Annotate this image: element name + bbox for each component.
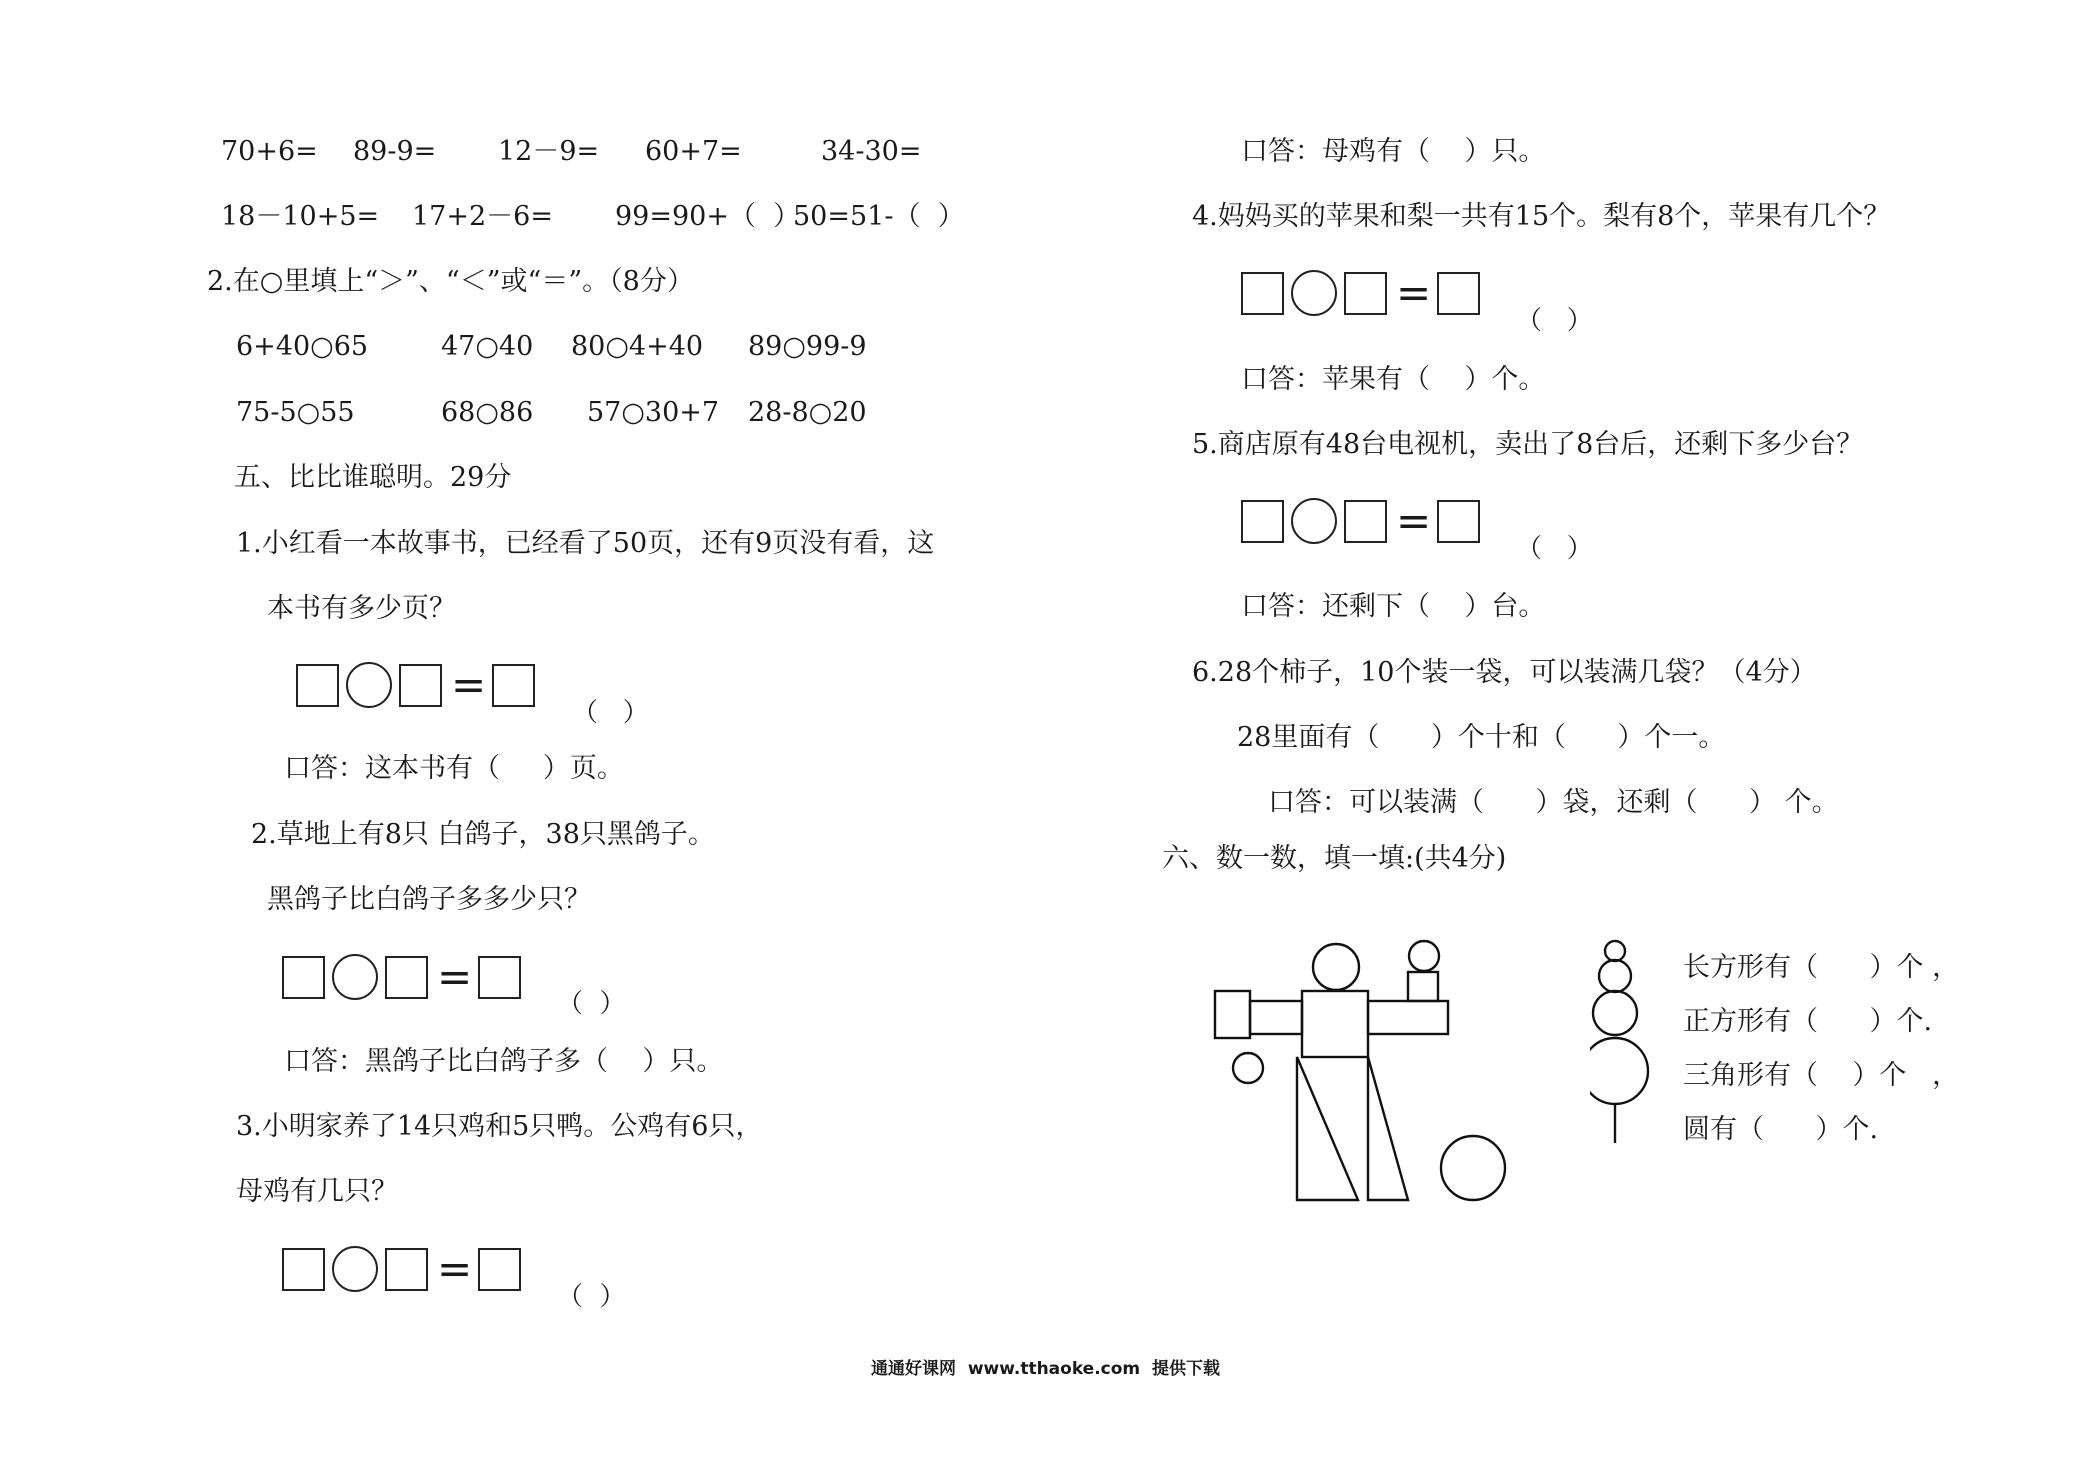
unit-paren[interactable]: （ ） (1516, 306, 1593, 336)
robot-left-leg-triangle (1297, 1057, 1358, 1200)
equation-boxes-3 (282, 1246, 528, 1292)
large-circle (1590, 1038, 1648, 1104)
problem-3-text-cont: 母鸡有几只？ (236, 1176, 398, 1207)
answer-box[interactable] (478, 1248, 521, 1291)
robot-head-circle (1313, 944, 1359, 990)
problem-4-text: 4.妈妈买的苹果和梨一共有15个。梨有8个，苹果有几个？ (1192, 201, 1891, 232)
compare-item: 57○30+7 (587, 397, 720, 428)
answer-box[interactable] (385, 956, 428, 999)
problem-4-answer: 口答：苹果有（ ）个。 (1241, 364, 1546, 395)
compare-item: 75-5○55 (236, 397, 355, 428)
compare-item: 28-8○20 (748, 397, 867, 428)
compare-item: 68○86 (441, 397, 534, 428)
question-2-title: 2.在○里填上“＞”、“＜”或“＝”。（8分） (207, 266, 694, 297)
problem-6-text: 6.28个柿子，10个装一袋，可以装满几袋？（4分） (1192, 657, 1817, 688)
unit-paren[interactable]: （ ） (572, 698, 649, 728)
robot-left-arm-rectangle (1250, 1001, 1302, 1034)
answer-box[interactable] (492, 664, 535, 707)
ground-ball-circle (1441, 1136, 1505, 1200)
unit-paren[interactable]: （ ） (557, 989, 626, 1019)
section-5-title: 五、比比谁聪明。29分 (234, 462, 512, 493)
arith-item: 17+2－6= (412, 201, 553, 232)
count-rectangles: 长方形有（ ）个 ， (1683, 952, 1960, 983)
operator-circle[interactable] (1291, 498, 1337, 544)
arith-item: 60+7= (645, 136, 742, 167)
arith-item: 18－10+5= (221, 201, 380, 232)
answer-box[interactable] (1241, 272, 1284, 315)
problem-5-text: 5.商店原有48台电视机，卖出了8台后，还剩下多少台？ (1192, 429, 1864, 460)
compare-item: 47○40 (441, 331, 534, 362)
arith-item: 99=90+（ ） (615, 201, 801, 232)
equation-boxes-2 (282, 954, 528, 1000)
compare-item: 89○99-9 (748, 331, 867, 362)
answer-box[interactable] (296, 664, 339, 707)
problem-3-answer: 口答：母鸡有（ ）只。 (1241, 136, 1546, 167)
shape-figure-stacked-circles (1590, 938, 1650, 1148)
robot-right-hand-rectangle (1408, 972, 1438, 1001)
answer-box[interactable] (1437, 272, 1480, 315)
answer-box[interactable] (1344, 272, 1387, 315)
count-triangles: 三角形有（ ）个 ， (1683, 1060, 1960, 1091)
footer-source: 通通好课网 www.tthaoke.com 提供下载 (871, 1359, 1220, 1379)
answer-box[interactable] (1344, 500, 1387, 543)
equals-sign: = (437, 1244, 473, 1293)
problem-1-answer: 口答：这本书有（ ）页。 (284, 753, 624, 784)
answer-box[interactable] (1437, 500, 1480, 543)
equation-boxes-1 (296, 662, 542, 708)
problem-1-text-cont: 本书有多少页？ (267, 593, 456, 624)
arith-item: 89-9= (353, 136, 437, 167)
circle (1599, 960, 1631, 992)
circle (1593, 991, 1637, 1035)
problem-6-answer: 口答：可以装满（ ）袋，还剩（ ） 个。 (1268, 787, 1839, 818)
robot-body-square (1302, 991, 1368, 1057)
unit-paren[interactable]: （ ） (1516, 534, 1593, 564)
answer-box[interactable] (1241, 500, 1284, 543)
robot-held-ball-circle (1409, 941, 1439, 971)
operator-circle[interactable] (1291, 270, 1337, 316)
answer-box[interactable] (385, 1248, 428, 1291)
operator-circle[interactable] (346, 662, 392, 708)
operator-circle[interactable] (332, 954, 378, 1000)
robot-left-hand-square (1215, 991, 1250, 1038)
problem-5-answer: 口答：还剩下（ ）台。 (1241, 591, 1546, 622)
small-circle (1605, 941, 1625, 961)
unit-paren[interactable]: （ ） (557, 1282, 626, 1312)
equals-sign: = (1396, 496, 1432, 545)
operator-circle[interactable] (332, 1246, 378, 1292)
count-squares: 正方形有（ ）个. (1683, 1006, 1933, 1037)
answer-box[interactable] (282, 1248, 325, 1291)
problem-3-text: 3.小明家养了14只鸡和5只鸭。公鸡有6只， (236, 1111, 763, 1142)
equals-sign: = (451, 660, 487, 709)
arith-item: 70+6= (221, 136, 318, 167)
count-circles: 圆有（ ）个. (1683, 1114, 1879, 1145)
equals-sign: = (1396, 268, 1432, 317)
answer-box[interactable] (282, 956, 325, 999)
compare-item: 80○4+40 (571, 331, 704, 362)
problem-2-text: 2.草地上有8只 白鸽子，38只黑鸽子。 (251, 819, 715, 850)
answer-box[interactable] (399, 664, 442, 707)
equals-sign: = (437, 952, 473, 1001)
problem-1-text: 1.小红看一本故事书，已经看了50页，还有9页没有看，这 (236, 528, 935, 559)
arith-item: 34-30= (821, 136, 922, 167)
problem-2-text-cont: 黑鸽子比白鸽子多多少只？ (267, 884, 591, 915)
answer-box[interactable] (478, 956, 521, 999)
compare-item: 6+40○65 (236, 331, 369, 362)
problem-2-answer: 口答：黑鸽子比白鸽子多（ ）只。 (284, 1046, 724, 1077)
equation-boxes-4 (1241, 270, 1487, 316)
robot-small-ball-circle (1233, 1053, 1263, 1083)
section-6-title: 六、数一数，填一填:(共4分) (1162, 843, 1507, 874)
shape-figure-robot (1210, 938, 1520, 1214)
robot-right-arm-rectangle (1368, 1001, 1448, 1034)
robot-right-leg-triangle (1368, 1057, 1408, 1200)
equation-boxes-5 (1241, 498, 1487, 544)
arith-item: 12－9= (498, 136, 600, 167)
problem-6-subquestion: 28里面有（ ）个十和（ ）个一。 (1237, 722, 1726, 753)
arith-item: 50=51-（ ） (793, 201, 965, 232)
